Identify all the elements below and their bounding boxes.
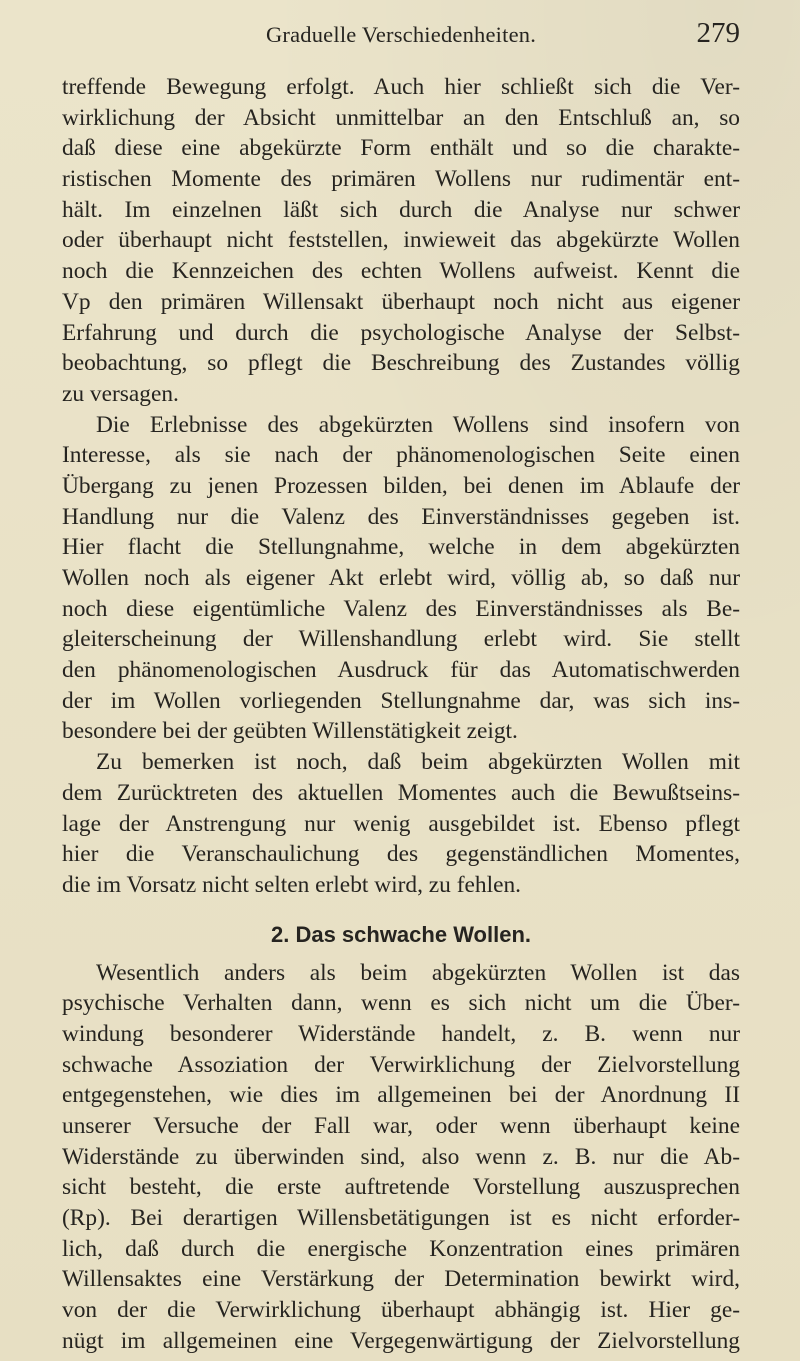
text-line: Hier flacht die Stellungnahme, welche in dem abgekürzten <box>62 534 740 561</box>
text-line: windung besonderer Widerstände handelt, z. B. wenn nur <box>62 1020 740 1047</box>
text-line: Die Erlebnisse des abgekürzten Wollens sind insofern von <box>96 411 740 438</box>
text-line: Handlung nur die Valenz des Einverständnisses gegeben ist. <box>62 503 740 530</box>
text-line: gleiterscheinung der Willenshandlung erlebt wird. Sie stellt <box>62 626 740 653</box>
text-line: beobachtung, so pflegt die Beschreibung des Zustandes völlig <box>62 350 740 377</box>
text-line: treffende Bewegung erfolgt. Auch hier schließt sich die Ver- <box>62 74 740 100</box>
text-line: Vp den primären Willensakt überhaupt noch nicht aus eigener <box>62 288 740 315</box>
text-line: Wollen noch als eigener Akt erlebt wird, völlig ab, so daß nur <box>62 565 740 591</box>
text-line: noch diese eigentümliche Valenz des Einverständnisses als Be- <box>62 595 740 622</box>
text-line: oder überhaupt nicht feststellen, inwieweit das abgekürzte Wollen <box>62 227 740 254</box>
text-line: noch die Kennzeichen des echten Wollens aufweist. Kennt die <box>62 258 740 285</box>
text-line: den phänomenologischen Ausdruck für das Automatischwerden <box>62 657 740 684</box>
text-line: die im Vorsatz nicht selten erlebt wird, zu fehlen. <box>62 871 522 898</box>
text-line: von der die Verwirklichung überhaupt abhängig ist. Hier ge- <box>62 1297 740 1324</box>
text-line: psychische Verhalten dann, wenn es sich nicht um die Über- <box>62 990 740 1017</box>
text-line: hält. Im einzelnen läßt sich durch die Analyse nur schwer <box>62 196 740 223</box>
text-line: Widerstände zu überwinden sind, also wenn z. B. nur die Ab- <box>62 1143 740 1170</box>
text-line: ristischen Momente des primären Wollens nur rudimentär ent- <box>62 166 740 193</box>
text-line: Übergang zu jenen Prozessen bilden, bei denen im Ablaufe der <box>62 472 740 499</box>
text-line: (Rp). Bei derartigen Willensbetätigungen ist es nicht erforder- <box>62 1205 740 1232</box>
text-line: lich, daß durch die energische Konzentration eines primären <box>62 1235 740 1262</box>
text-line: Zu bemerken ist noch, daß beim abgekürzten Wollen mit <box>96 749 740 776</box>
text-line: dem Zurücktreten des aktuellen Momentes auch die Bewußtseins- <box>62 779 740 806</box>
text-line: Interesse, als sie nach der phänomenologischen Seite einen <box>62 442 740 469</box>
running-head <box>62 17 740 60</box>
text-line: daß diese eine abgekürzte Form enthält und so die charakte- <box>62 135 740 162</box>
text-line: lage der Anstrengung nur wenig ausgebildet ist. Ebenso pflegt <box>62 810 740 837</box>
text-line: nügt im allgemeinen eine Vergegenwärtigung der Zielvorstellung <box>62 1327 740 1354</box>
text-line: Wesentlich anders als beim abgekürzten Wollen ist das <box>96 959 740 986</box>
body-text <box>62 72 740 1357</box>
text-line: entgegenstehen, wie dies im allgemeinen bei der Anordnung II <box>62 1082 740 1109</box>
text-line: wirklichung der Absicht unmittelbar an den Entschluß an, so <box>62 104 740 131</box>
running-title: Graduelle Verschiedenheiten. <box>265 22 537 47</box>
text-line: sicht besteht, die erste auftretende Vorstellung auszusprechen <box>62 1174 740 1201</box>
text-line: unserer Versuche der Fall war, oder wenn überhaupt keine <box>62 1113 740 1139</box>
page-number: 279 <box>696 17 740 49</box>
section-heading: 2. Das schwache Wollen. <box>270 921 532 947</box>
text-line: schwache Assoziation der Verwirklichung der Zielvorstellung <box>62 1051 740 1078</box>
text-line: der im Wollen vorliegenden Stellungnahme dar, was sich ins- <box>62 687 740 714</box>
text-line: hier die Veranschaulichung des gegenständlichen Momentes, <box>62 841 740 868</box>
text-line: Willensaktes eine Verstärkung der Determination bewirkt wird, <box>62 1266 740 1293</box>
text-line: zu versagen. <box>62 380 179 407</box>
text-line: Erfahrung und durch die psychologische Analyse der Selbst- <box>62 319 740 346</box>
text-line: besondere bei der geübten Willenstätigkeit zeigt. <box>62 718 518 745</box>
